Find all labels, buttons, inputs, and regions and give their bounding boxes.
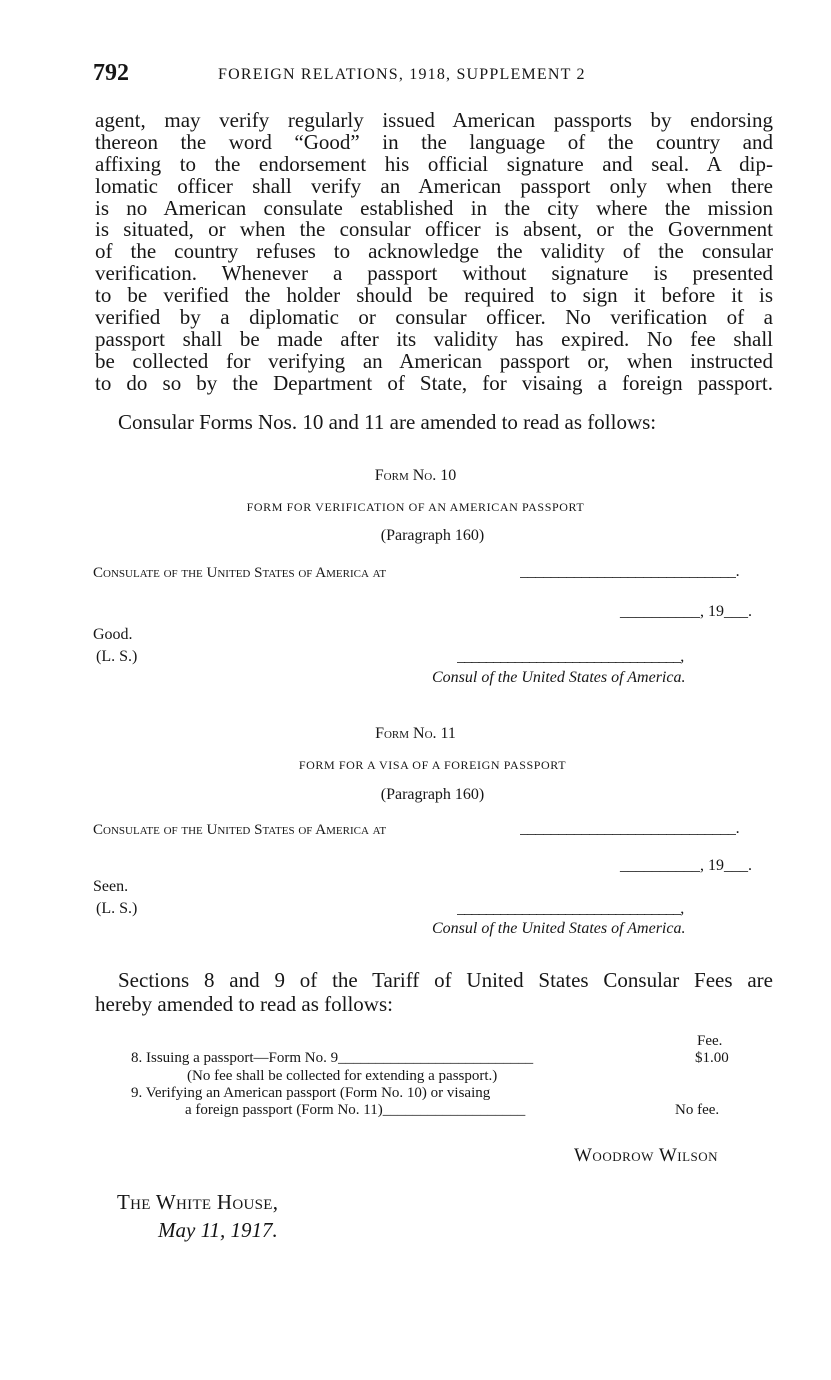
form-10-caption: FORM FOR VERIFICATION OF AN AMERICAN PASSPORT xyxy=(246,500,585,514)
body-line: of the country refuses to acknowledge the validity of the consular xyxy=(95,241,773,264)
fee-item-9-line2: a foreign passport (Form No. 11)___________________ xyxy=(185,1102,526,1118)
sections-intro-line2: hereby amended to read as follows: xyxy=(95,992,393,1016)
form-11-consulate-label: Consulate of the United States of America at xyxy=(93,822,387,838)
form-10-consulate-blank: ____________________________. xyxy=(520,563,740,580)
form-11-seen: Seen. xyxy=(93,878,129,895)
fee-column-header: Fee. xyxy=(697,1033,723,1049)
form-10-title: Form No. 10 xyxy=(374,467,457,484)
form-10-date-blank: __________, 19___. xyxy=(620,603,752,620)
form-10-signature-caption: Consul of the United States of America. xyxy=(432,669,686,686)
body-line: agent, may verify regularly issued American passports by endorsing xyxy=(95,110,773,132)
running-title: FOREIGN RELATIONS, 1918, SUPPLEMENT 2 xyxy=(218,66,586,83)
body-line: affixing to the endorsement his official signature and seal. A dip- xyxy=(95,153,773,176)
fee-item-8: 8. Issuing a passport—Form No. 9__________________________ xyxy=(131,1050,534,1066)
fee-item-8-note: (No fee shall be collected for extending a passport.) xyxy=(187,1068,498,1084)
form-11-caption: FORM FOR A VISA OF A FOREIGN PASSPORT xyxy=(298,758,567,772)
form-11-seal: (L. S.) xyxy=(96,900,138,917)
form-11-title: Form No. 11 xyxy=(375,725,456,742)
form-10-seal: (L. S.) xyxy=(96,648,138,665)
form-11-signature-blank: _______________________________, xyxy=(457,900,684,917)
form-10-signature-blank: _______________________________, xyxy=(457,648,684,665)
date: May 11, 1917. xyxy=(158,1218,278,1242)
body-line: passport shall be made after its validity has expired. No fee shall xyxy=(95,328,773,351)
form-10-good: Good. xyxy=(93,626,133,643)
body-line: lomatic officer shall verify an American passport only when there xyxy=(95,175,773,198)
forms-intro: Consular Forms Nos. 10 and 11 are amended to read as follows: xyxy=(118,410,657,434)
body-line: be collected for verifying an American passport or, when instructed xyxy=(95,350,773,373)
body-line: is situated, or when the consular officer is absent, or the Government xyxy=(95,219,773,242)
body-line: verified by a diplomatic or consular officer. No verification of a xyxy=(95,307,773,329)
form-11-paragraph-ref: (Paragraph 160) xyxy=(380,786,485,803)
fee-item-8-amount: $1.00 xyxy=(695,1050,729,1066)
body-line: thereon the word “Good” in the language of the country and xyxy=(95,131,773,154)
fee-item-9-line1: 9. Verifying an American passport (Form No. 10) or visaing xyxy=(131,1085,491,1101)
body-line: is no American consulate established in the city where the mission xyxy=(95,197,773,220)
page-number: 792 xyxy=(93,60,129,86)
fee-item-9-amount: No fee. xyxy=(675,1102,720,1118)
form-10-paragraph-ref: (Paragraph 160) xyxy=(380,527,485,544)
body-paragraph xyxy=(95,110,773,395)
form-11-date-blank: __________, 19___. xyxy=(620,857,752,874)
signature: Woodrow Wilson xyxy=(574,1145,719,1166)
place: The White House, xyxy=(117,1190,279,1214)
body-line: to be verified the holder should be required to sign it before it is xyxy=(95,285,773,308)
form-11-consulate-blank: ____________________________. xyxy=(520,820,740,837)
body-line: to do so by the Department of State, for visaing a foreign passport. xyxy=(95,372,773,395)
body-line: verification. Whenever a passport without signature is presented xyxy=(95,263,773,286)
form-10-consulate-label: Consulate of the United States of America at xyxy=(93,565,387,581)
sections-intro-line1: Sections 8 and 9 of the Tariff of United States Consular Fees are xyxy=(118,968,773,992)
form-11-signature-caption: Consul of the United States of America. xyxy=(432,920,686,937)
